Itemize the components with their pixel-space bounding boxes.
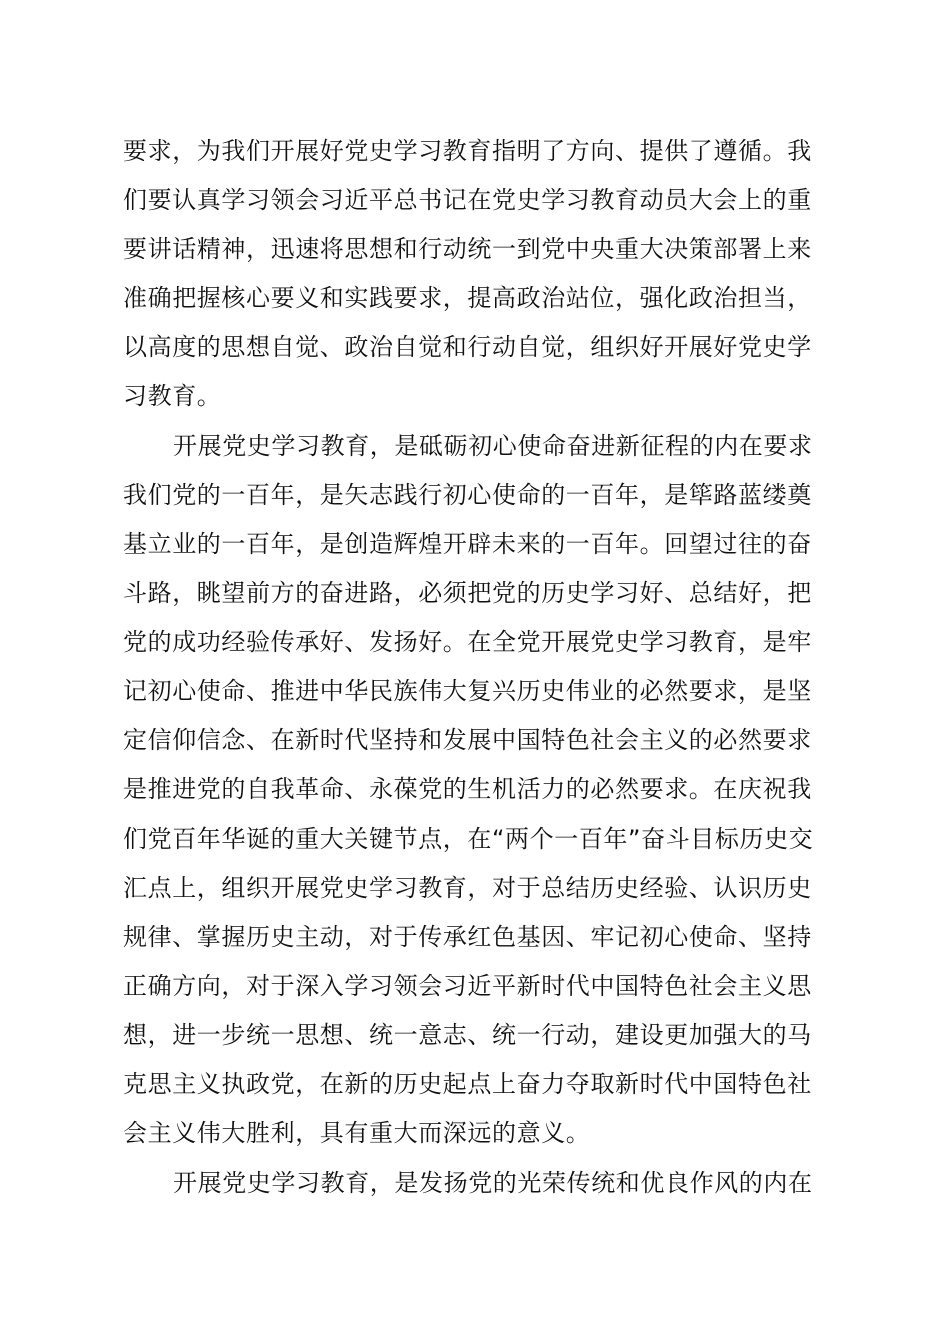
text-line: 正确方向，对于深入学习领会习近平新时代中国特色社会主义思 [123, 972, 812, 1000]
text-line: 以高度的思想自觉、政治自觉和行动自觉，组织好开展好党史学 [123, 333, 812, 361]
text-line: 定信仰信念、在新时代坚持和发展中国特色社会主义的必然要求 [123, 726, 812, 754]
text-line: 要讲话精神，迅速将思想和行动统一到党中央重大决策部署上来 [123, 235, 812, 263]
text-line: 斗路，眺望前方的奋进路，必须把党的历史学习好、总结好，把 [123, 579, 812, 607]
text-line: 想，进一步统一思想、统一意志、统一行动，建设更加强大的马 [123, 1021, 812, 1049]
text-line: 习教育。 [123, 382, 222, 410]
text-line: 基立业的一百年，是创造辉煌开辟未来的一百年。回望过往的奋 [123, 530, 812, 558]
text-line: 规律、掌握历史主动，对于传承红色基因、牢记初心使命、坚持 [123, 923, 812, 951]
text-line: 汇点上，组织开展党史学习教育，对于总结历史经验、认识历史 [123, 874, 812, 902]
text-line: 是推进党的自我革命、永葆党的生机活力的必然要求。在庆祝我 [123, 775, 812, 803]
text-line: 会主义伟大胜利，具有重大而深远的意义。 [123, 1119, 591, 1147]
text-line: 记初心使命、推进中华民族伟大复兴历史伟业的必然要求，是坚 [123, 677, 812, 705]
text-line: 党的成功经验传承好、发扬好。在全党开展党史学习教育，是牢 [123, 628, 812, 656]
text-line: 要求，为我们开展好党史学习教育指明了方向、提供了遵循。我 [123, 137, 812, 165]
text-line: 们党百年华诞的重大关键节点，在“两个一百年”奋斗目标历史交 [123, 825, 814, 853]
text-line: 准确把握核心要义和实践要求，提高政治站位，强化政治担当， [123, 284, 812, 312]
text-line: 我们党的一百年，是矢志践行初心使命的一百年，是筚路蓝缕奠 [123, 481, 812, 509]
text-line: 们要认真学习领会习近平总书记在党史学习教育动员大会上的重 [123, 186, 812, 214]
text-line: 克思主义执政党，在新的历史起点上奋力夺取新时代中国特色社 [123, 1070, 812, 1098]
text-line: 开展党史学习教育，是发扬党的光荣传统和优良作风的内在 [173, 1169, 813, 1197]
text-line: 开展党史学习教育，是砥砺初心使命奋进新征程的内在要求 [173, 432, 813, 460]
